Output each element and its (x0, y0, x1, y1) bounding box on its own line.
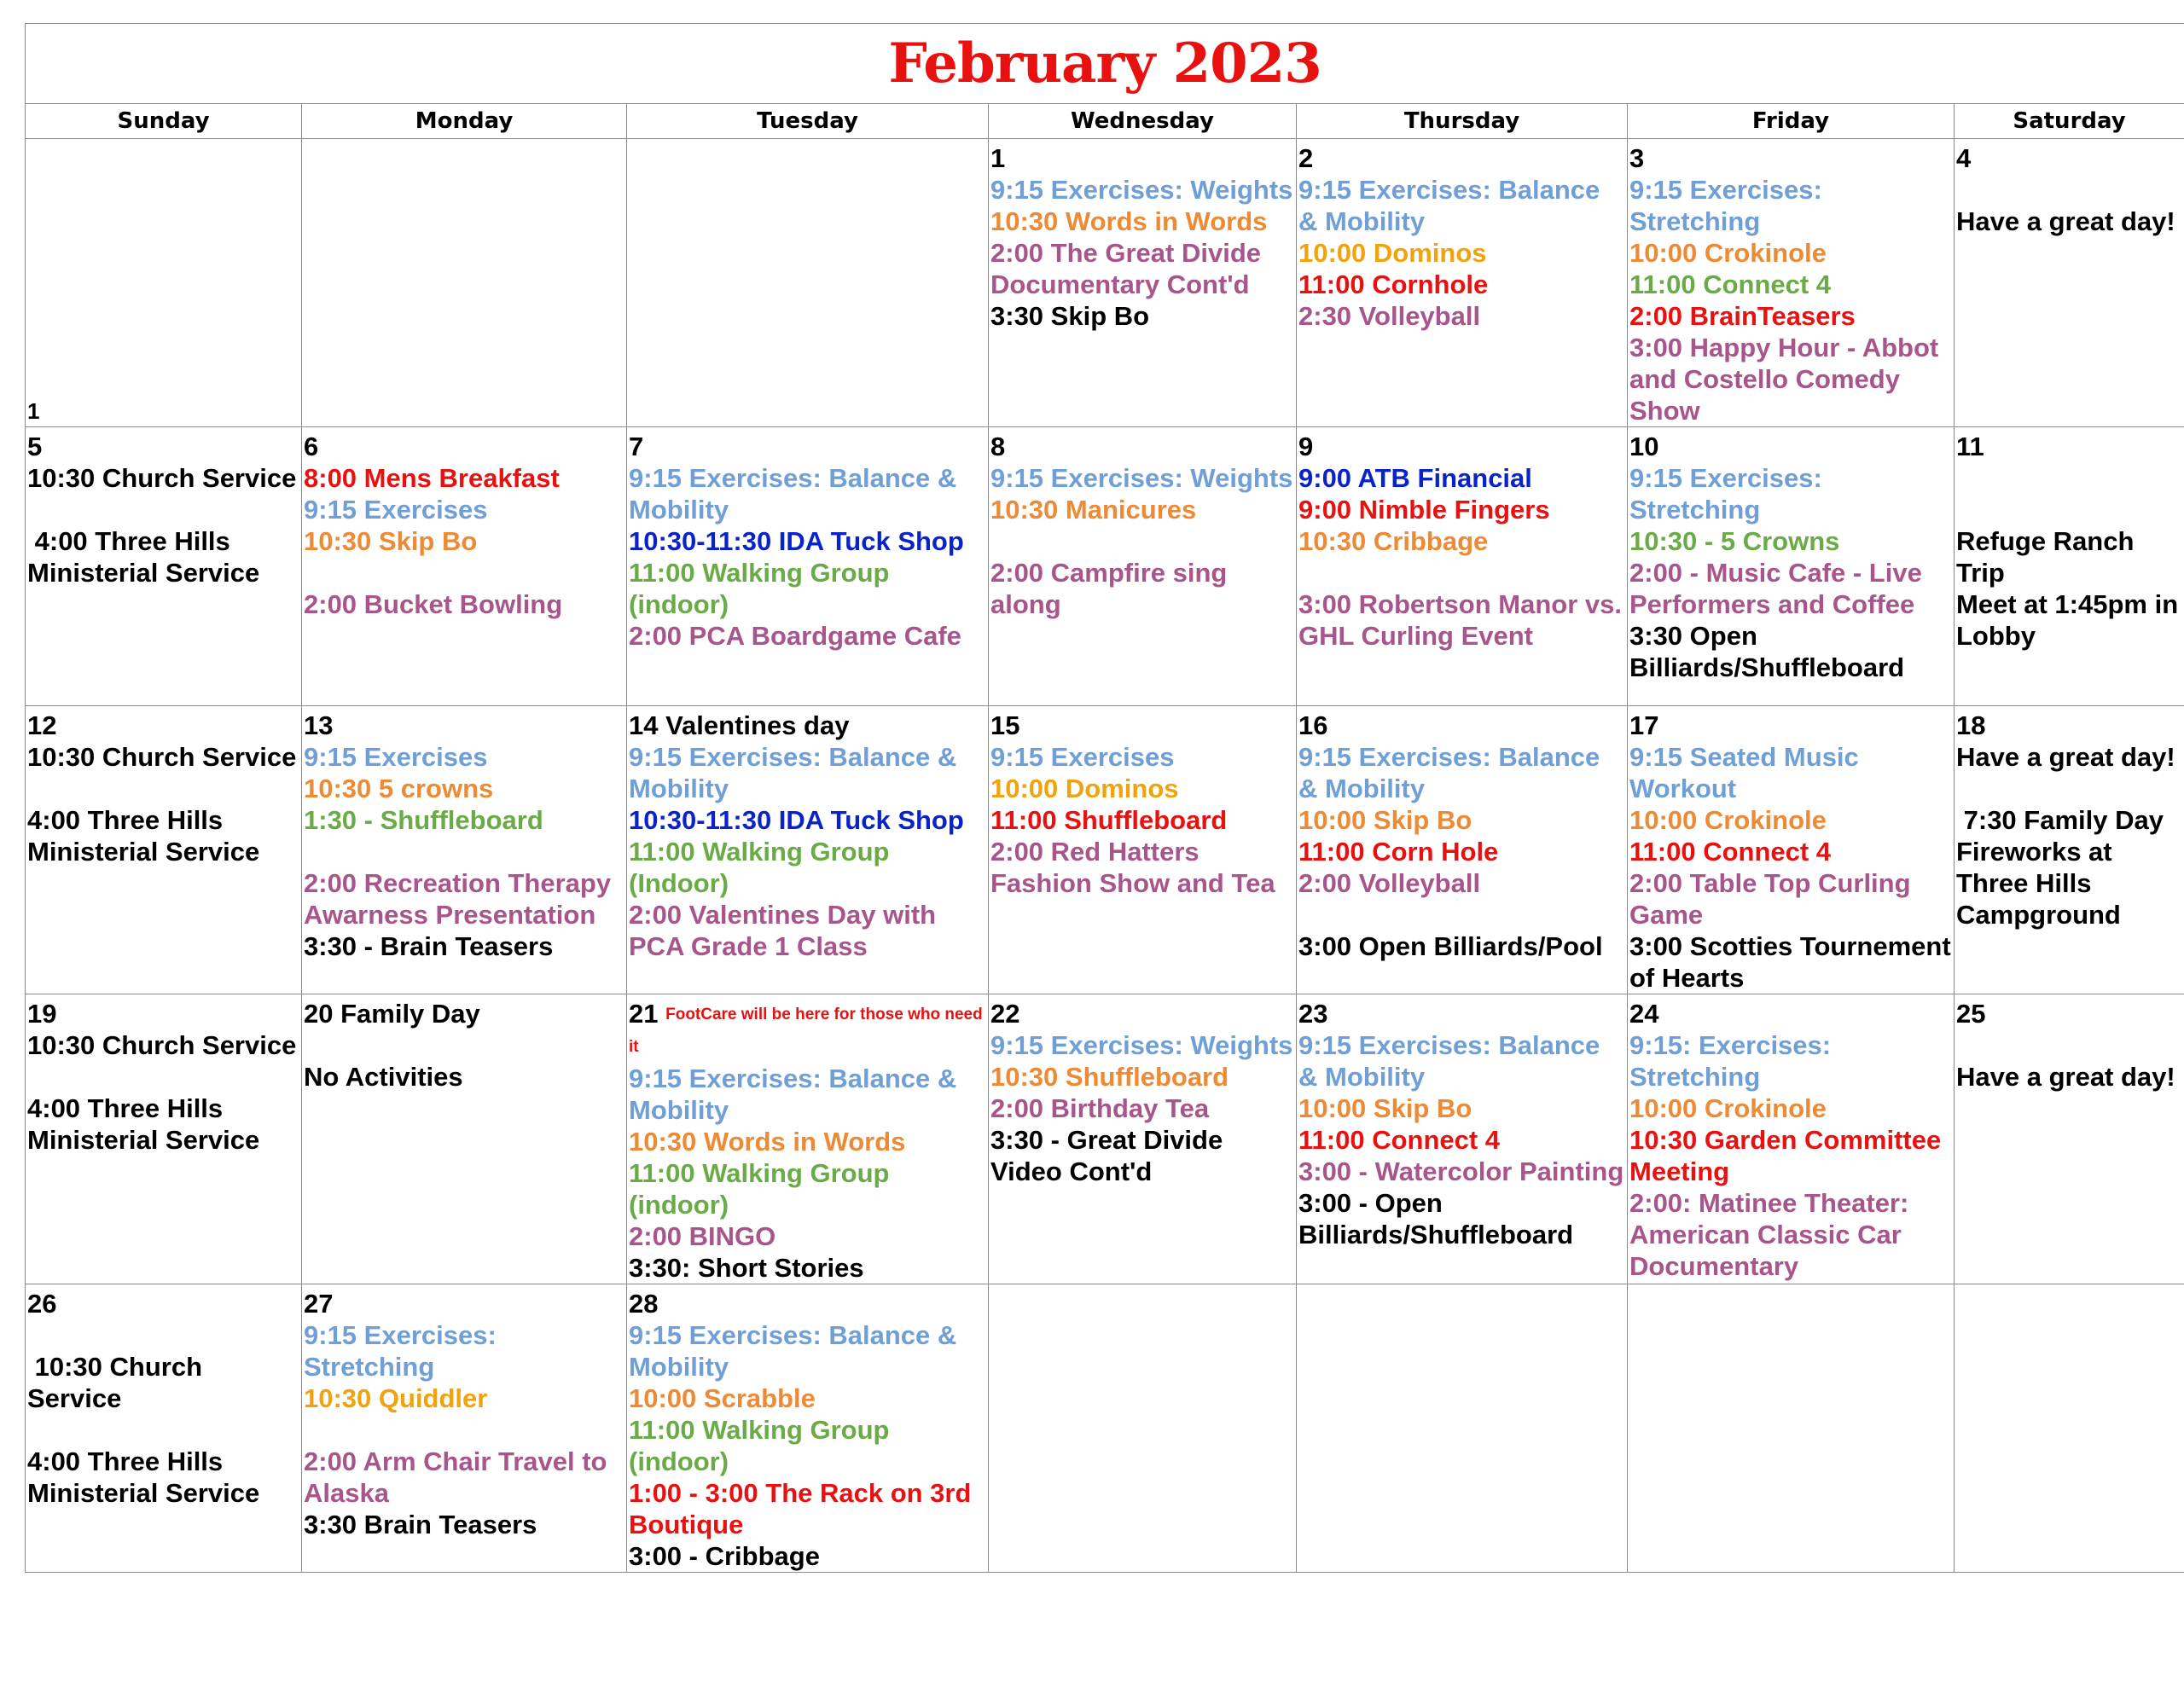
event-line: 9:15 Exercises: Balance & Mobility (1298, 742, 1600, 803)
event-line: 10:00 Skip Bo (1298, 1093, 1472, 1123)
spacer (27, 1319, 299, 1351)
spacer (990, 525, 1294, 557)
event-line: 10:30 Manicures (990, 495, 1197, 525)
day-number-text: 18 (1956, 710, 1986, 740)
event-line: 2:00 BINGO (629, 1221, 776, 1251)
event-line: 9:15 Exercises: Weights (990, 1030, 1293, 1060)
event-line: 3:30 - Great Divide Video Cont'd (990, 1125, 1223, 1186)
day-cell-content (1956, 1288, 2182, 1572)
week-row (26, 139, 2184, 427)
day-number (1629, 142, 1952, 174)
event-line: 2:00 Volleyball (1298, 868, 1481, 898)
event-line: 10:00 Crokinole (1629, 1093, 1827, 1123)
day-cell-content (990, 998, 1294, 1284)
event-line: 9:15: Exercises: Stretching (1629, 1030, 1832, 1092)
day-number-text: 23 (1298, 999, 1328, 1029)
event-line: 1:00 - 3:00 The Rack on 3rd Boutique (629, 1478, 972, 1539)
event-line: 9:15 Exercises (304, 495, 488, 525)
day-number (1629, 431, 1952, 462)
day-cell-content (1298, 431, 1625, 705)
calendar-title: February 2023 (888, 32, 1321, 96)
day-number (990, 142, 1294, 174)
spacer (1956, 1029, 2182, 1061)
day-number-text: 2 (1298, 143, 1314, 173)
day-header-wednesday: Wednesday (989, 104, 1297, 139)
day-number-text: 26 (27, 1289, 57, 1319)
day-cell (1628, 139, 1955, 427)
spacer (1956, 462, 2182, 494)
spacer (27, 1414, 299, 1446)
day-cell (1955, 994, 2184, 1284)
day-cell (627, 994, 989, 1284)
event-line: 3:00 Scotties Tournement of Hearts (1629, 931, 1951, 993)
day-number-text: 3 (1629, 143, 1645, 173)
day-cell-content (1298, 142, 1625, 426)
event-line: 2:00 Arm Chair Travel to Alaska (304, 1446, 607, 1508)
day-cell (627, 706, 989, 994)
day-cell-content (1956, 142, 2182, 426)
week-row (26, 427, 2184, 706)
day-number (990, 998, 1294, 1029)
week-row (26, 994, 2184, 1284)
day-number (629, 431, 986, 462)
day-cell (627, 427, 989, 706)
event-line: 3:30 Brain Teasers (304, 1510, 537, 1539)
day-cell (1628, 427, 1955, 706)
event-line: 10:30 Church Service (27, 1352, 210, 1413)
day-number-text: 27 (304, 1289, 334, 1319)
title-cell (26, 24, 2184, 104)
day-cell-content (304, 998, 624, 1284)
spacer (1298, 557, 1625, 588)
event-line: 11:00 Walking Group (indoor) (629, 558, 890, 619)
spacer (304, 1029, 624, 1061)
spacer (1298, 899, 1625, 930)
event-line: 2:00 Campfire sing along (990, 558, 1228, 619)
day-cell (1297, 427, 1628, 706)
event-line: 3:00 Robertson Manor vs. GHL Curling Event (1298, 589, 1622, 651)
day-header-friday: Friday (1628, 104, 1955, 139)
event-line: 10:30 Words in Words (629, 1127, 906, 1157)
day-cell-content (27, 431, 299, 705)
event-line: 3:30 Open Billiards/Shuffleboard (1629, 621, 1905, 682)
spacer (304, 836, 624, 867)
event-line: 9:15 Exercises (304, 742, 488, 772)
day-cell-content (1629, 431, 1952, 705)
day-cell-content (304, 142, 624, 426)
event-line: Have a great day! (1956, 1062, 2175, 1092)
day-number (1629, 710, 1952, 741)
day-cell-content (990, 1288, 1294, 1572)
day-number (304, 998, 624, 1029)
day-cell-content (1629, 998, 1952, 1284)
day-number (1298, 998, 1625, 1029)
event-line: 11:00 Walking Group (indoor) (629, 1158, 890, 1220)
week-row (26, 1284, 2184, 1573)
day-number-text: 20 Family Day (304, 999, 480, 1029)
event-line: 4:00 Three Hills Ministerial Service (27, 1093, 260, 1155)
event-line: 3:00 Open Billiards/Pool (1298, 931, 1603, 961)
spacer (304, 1414, 624, 1446)
calendar-table (25, 23, 2184, 1573)
day-cell (1628, 994, 1955, 1284)
day-number-text: 24 (1629, 999, 1659, 1029)
event-line: 9:15 Seated Music Workout (1629, 742, 1859, 803)
event-line: 10:00 Scrabble (629, 1383, 816, 1413)
event-line: 2:00 PCA Boardgame Cafe (629, 621, 961, 651)
event-line: 9:15 Exercises: Weights (990, 175, 1293, 205)
day-number-text: 5 (27, 432, 43, 461)
event-line: 10:30 Cribbage (1298, 526, 1489, 556)
day-cell-content (1298, 1288, 1625, 1572)
spacer (27, 494, 299, 525)
day-cell-content (27, 710, 299, 994)
event-line: 10:30 Church Service (27, 742, 297, 772)
event-line: 10:00 Skip Bo (1298, 805, 1472, 835)
day-number (629, 998, 986, 1063)
day-number-text: 22 (990, 999, 1020, 1029)
day-cell-content (304, 1288, 624, 1572)
day-number (1298, 710, 1625, 741)
day-cell (1955, 139, 2184, 427)
day-number-text: 13 (304, 710, 334, 740)
event-line: 9:15 Exercises (990, 742, 1175, 772)
day-cell-content (629, 142, 986, 426)
day-cell-content (1629, 710, 1952, 994)
event-line: 2:00 Red Hatters Fashion Show and Tea (990, 837, 1275, 898)
day-cell (1297, 139, 1628, 427)
day-number-text: 4 (1956, 143, 1972, 173)
day-number-text: 14 Valentines day (629, 710, 850, 740)
day-cell-content (304, 710, 624, 994)
day-number (990, 431, 1294, 462)
day-cell (1628, 706, 1955, 994)
day-number (990, 710, 1294, 741)
event-line: 10:30 Church Service (27, 1030, 297, 1060)
day-cell (26, 706, 302, 994)
event-line: 11:00 Shuffleboard (990, 805, 1228, 835)
event-line: 9:00 ATB Financial (1298, 463, 1532, 493)
day-cell (302, 139, 627, 427)
day-cell-content (990, 142, 1294, 426)
event-line: 2:00 BrainTeasers (1629, 301, 1856, 331)
event-line: No Activities (304, 1062, 463, 1092)
day-number (304, 431, 624, 462)
event-line: 11:00 Connect 4 (1629, 837, 1832, 867)
day-cell-content (629, 431, 986, 705)
day-cell (627, 139, 989, 427)
day-number (1298, 142, 1625, 174)
event-line: 4:00 Three Hills Ministerial Service (27, 805, 260, 867)
week-row (26, 706, 2184, 994)
event-line: 2:00 Birthday Tea (990, 1093, 1210, 1123)
day-cell (989, 139, 1297, 427)
event-line: 3:00 - Cribbage (629, 1541, 820, 1571)
event-line: 9:15 Exercises: Balance & Mobility (1298, 175, 1600, 236)
day-header-tuesday: Tuesday (627, 104, 989, 139)
day-cell (1297, 706, 1628, 994)
day-number-text: 21 (629, 999, 659, 1029)
day-number-text: 11 (1956, 432, 1984, 461)
day-number (1956, 998, 2182, 1029)
event-line: Meet at 1:45pm in Lobby (1956, 589, 2179, 651)
event-line: 4:00 Three Hills Ministerial Service (27, 526, 260, 588)
day-number (27, 431, 299, 462)
day-number-text: 28 (629, 1289, 659, 1319)
day-cell-content (629, 710, 986, 994)
day-number (27, 1288, 299, 1319)
day-cell (989, 994, 1297, 1284)
day-number-text: 12 (27, 710, 57, 740)
day-cell (26, 427, 302, 706)
day-number (27, 710, 299, 741)
event-line: 9:15 Exercises: Balance & Mobility (629, 742, 957, 803)
event-line: 10:30 Skip Bo (304, 526, 478, 556)
event-line: 7:30 Family Day Fireworks at Three Hills Campground (1956, 805, 2171, 930)
event-line: 2:00 Recreation Therapy Awarness Presentation (304, 868, 612, 930)
day-cell-content (1629, 1288, 1952, 1572)
day-cell-content (629, 998, 986, 1284)
cell-footer-number: 1 (27, 398, 40, 424)
event-line: 3:00 - Open Billiards/Shuffleboard (1298, 1188, 1574, 1249)
event-line: 10:30 Church Service (27, 463, 297, 493)
spacer (1956, 494, 2182, 525)
day-cell-content (1629, 142, 1952, 426)
event-line: 9:15 Exercises: Balance & Mobility (629, 1064, 957, 1125)
day-cell (302, 427, 627, 706)
day-number (304, 710, 624, 741)
event-line: Have a great day! (1956, 206, 2175, 236)
calendar-weeks (26, 139, 2184, 1573)
day-number-text: 9 (1298, 432, 1314, 461)
day-number (304, 1288, 624, 1319)
event-line: 10:30-11:30 IDA Tuck Shop (629, 526, 964, 556)
day-cell (627, 1284, 989, 1573)
event-line: 8:00 Mens Breakfast (304, 463, 560, 493)
day-cell (26, 994, 302, 1284)
event-line: 3:00 Happy Hour - Abbot and Costello Comedy Show (1629, 333, 1939, 426)
day-cell (26, 139, 302, 427)
spacer (304, 557, 624, 588)
day-cell-content (990, 710, 1294, 994)
event-line: 10:00 Dominos (990, 774, 1179, 803)
day-cell-content (1298, 710, 1625, 994)
day-cell-content (1956, 998, 2182, 1284)
day-number (1956, 710, 2182, 741)
spacer (1956, 773, 2182, 804)
day-of-week-header (26, 104, 2184, 139)
event-line: 11:00 Cornhole (1298, 270, 1489, 299)
event-line: 4:00 Three Hills Ministerial Service (27, 1446, 260, 1508)
spacer (27, 773, 299, 804)
day-cell (302, 706, 627, 994)
day-header-monday: Monday (302, 104, 627, 139)
day-number (27, 998, 299, 1029)
event-line: 3:30 Skip Bo (990, 301, 1150, 331)
day-cell (1297, 1284, 1628, 1573)
event-line: 11:00 Connect 4 (1298, 1125, 1501, 1155)
day-cell (302, 994, 627, 1284)
day-number-text: 1 (990, 143, 1006, 173)
day-header-saturday: Saturday (1955, 104, 2184, 139)
spacer (27, 1061, 299, 1093)
event-line: 2:00: Matinee Theater: American Classic Car Documentary (1629, 1188, 1909, 1281)
spacer (1956, 174, 2182, 206)
event-line: 9:00 Nimble Fingers (1298, 495, 1550, 525)
day-cell-content (1298, 998, 1625, 1284)
event-line: Have a great day! (1956, 742, 2175, 772)
day-number-text: 6 (304, 432, 319, 461)
event-line: 10:30 Garden Committee Meeting (1629, 1125, 1942, 1186)
day-cell-content (304, 431, 624, 705)
day-cell (26, 1284, 302, 1573)
day-number-text: 7 (629, 432, 644, 461)
event-line: 2:00 Valentines Day with PCA Grade 1 Class (629, 900, 937, 961)
event-line: 2:00 Table Top Curling Game (1629, 868, 1911, 930)
day-cell (989, 1284, 1297, 1573)
event-line: 2:00 Bucket Bowling (304, 589, 563, 619)
day-number (1956, 431, 2182, 462)
event-line: 10:30 5 crowns (304, 774, 494, 803)
day-cell (302, 1284, 627, 1573)
event-line: 3:00 - Watercolor Painting (1298, 1157, 1624, 1186)
event-line: 9:15 Exercises: Stretching (304, 1320, 497, 1382)
day-cell-content (990, 431, 1294, 705)
day-number-text: 8 (990, 432, 1006, 461)
day-number-text: 17 (1629, 710, 1659, 740)
day-number (1298, 431, 1625, 462)
day-cell (1955, 706, 2184, 994)
day-header-thursday: Thursday (1297, 104, 1628, 139)
event-line: 9:15 Exercises: Weights (990, 463, 1293, 493)
day-number (629, 1288, 986, 1319)
event-line: 10:30 Words in Words (990, 206, 1268, 236)
day-number (1956, 142, 2182, 174)
day-cell (1297, 994, 1628, 1284)
event-line: 10:30 Shuffleboard (990, 1062, 1229, 1092)
event-line: 10:30 - 5 Crowns (1629, 526, 1840, 556)
day-cell-content (27, 1288, 299, 1572)
event-line: 9:15 Exercises: Balance & Mobility (1298, 1030, 1600, 1092)
event-line: 2:00 - Music Cafe - Live Performers and Coffee (1629, 558, 1922, 619)
event-line: 1:30 - Shuffleboard (304, 805, 543, 835)
event-line: 3:30 - Brain Teasers (304, 931, 554, 961)
event-line: 2:00 The Great Divide Documentary Cont'd (990, 238, 1262, 299)
day-cell-content (1956, 710, 2182, 994)
day-cell (1955, 1284, 2184, 1573)
event-line: 11:00 Walking Group (indoor) (629, 1415, 890, 1476)
day-cell (989, 706, 1297, 994)
day-cell-content (27, 142, 299, 426)
day-number-text: 25 (1956, 999, 1986, 1029)
event-line: 9:15 Exercises: Balance & Mobility (629, 463, 957, 525)
day-number-text: 19 (27, 999, 57, 1029)
event-line: 9:15 Exercises: Stretching (1629, 463, 1822, 525)
event-line: 10:00 Crokinole (1629, 238, 1827, 268)
event-line: 10:30-11:30 IDA Tuck Shop (629, 805, 964, 835)
event-line: 9:15 Exercises: Balance & Mobility (629, 1320, 957, 1382)
event-line: 10:00 Crokinole (1629, 805, 1827, 835)
day-cell-content (27, 998, 299, 1284)
event-line: 11:00 Corn Hole (1298, 837, 1499, 867)
day-cell-content (1956, 431, 2182, 705)
day-cell-content (629, 1288, 986, 1572)
day-cell (1628, 1284, 1955, 1573)
event-line: 10:00 Dominos (1298, 238, 1487, 268)
day-number-text: 16 (1298, 710, 1328, 740)
event-line: 2:30 Volleyball (1298, 301, 1481, 331)
event-line: 11:00 Connect 4 (1629, 270, 1832, 299)
day-header-sunday: Sunday (26, 104, 302, 139)
day-note: FootCare will be here for those who need it (629, 1006, 983, 1056)
event-line: 10:30 Quiddler (304, 1383, 488, 1413)
event-line: Refuge Ranch Trip (1956, 526, 2135, 588)
day-number-text: 15 (990, 710, 1020, 740)
day-number (1629, 998, 1952, 1029)
event-line: 11:00 Walking Group (Indoor) (629, 837, 890, 898)
day-cell (1955, 427, 2184, 706)
day-cell (989, 427, 1297, 706)
day-number-text: 10 (1629, 432, 1659, 461)
event-line: 3:30: Short Stories (629, 1253, 864, 1283)
day-number (629, 710, 986, 741)
event-line: 9:15 Exercises: Stretching (1629, 175, 1822, 236)
